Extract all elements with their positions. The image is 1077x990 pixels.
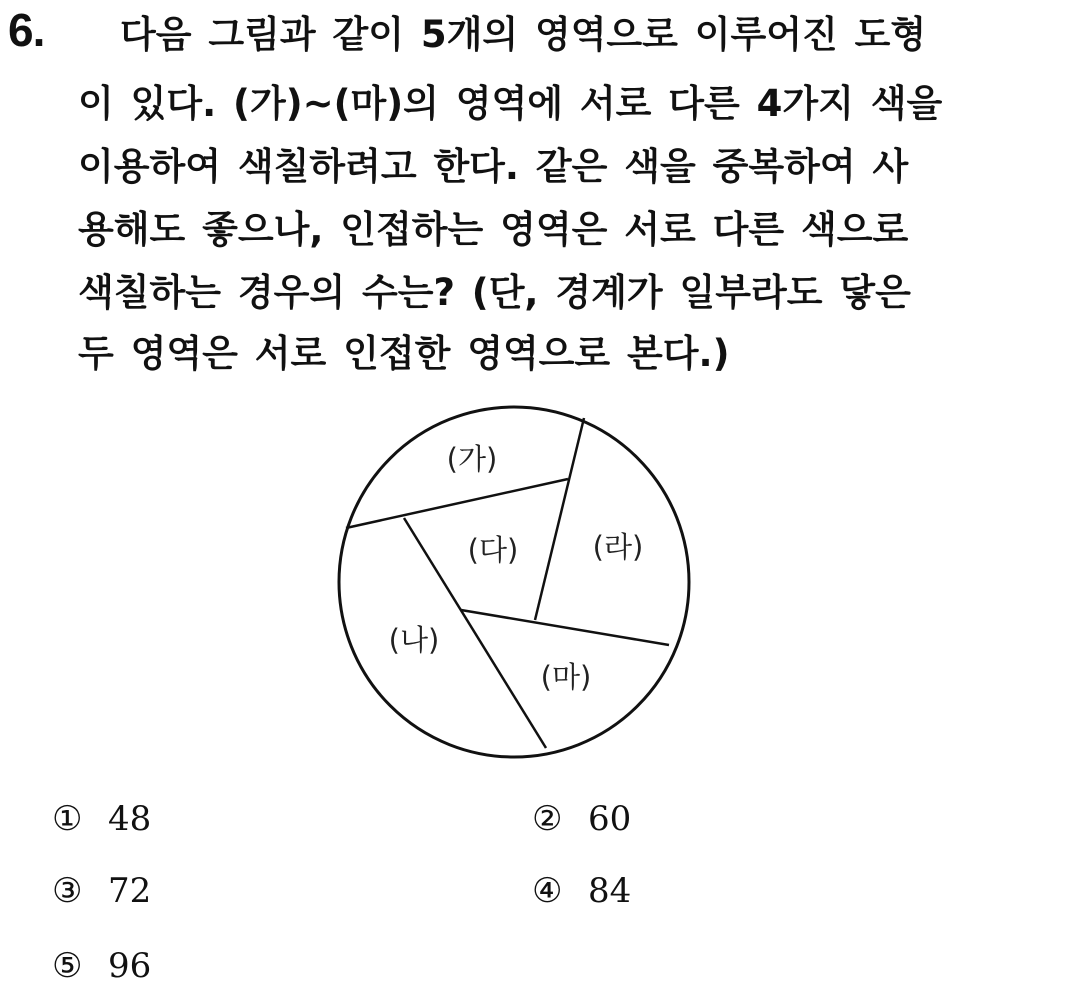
choice-2-mark: ② <box>532 799 563 839</box>
region-label-ga: (가) <box>446 442 498 476</box>
question-line-4: 용해도 좋으나, 인접하는 영역은 서로 다른 색으로 <box>78 208 909 251</box>
choice-1-value: 48 <box>108 799 152 839</box>
choice-5-mark: ⑤ <box>52 946 83 986</box>
region-label-na: (나) <box>388 623 440 657</box>
choice-5[interactable] <box>52 944 151 988</box>
question-line-1: 다음 그림과 같이 5개의 영역으로 이루어진 도형 <box>120 13 927 56</box>
boundary-line-ga <box>346 479 568 528</box>
region-label-da: (다) <box>467 533 519 567</box>
region-label-ma: (마) <box>540 660 592 694</box>
choice-2[interactable] <box>532 797 631 841</box>
question-line-2: 이 있다. (가)~(마)의 영역에 서로 다른 4가지 색을 <box>78 82 943 125</box>
choice-2-value: 60 <box>588 799 632 839</box>
boundary-line-ra <box>535 418 584 620</box>
choice-1[interactable] <box>52 797 151 841</box>
choice-4-mark: ④ <box>532 871 563 911</box>
circle-outline <box>339 407 689 757</box>
region-label-ra: (라) <box>592 530 644 564</box>
question-number: 6. <box>8 4 45 56</box>
choice-3[interactable] <box>52 869 151 913</box>
choice-4[interactable] <box>532 869 631 913</box>
choice-4-value: 84 <box>588 871 632 911</box>
choice-5-value: 96 <box>108 946 152 986</box>
boundary-line-ma <box>461 610 669 645</box>
choice-1-mark: ① <box>52 799 83 839</box>
choice-3-value: 72 <box>108 871 152 911</box>
question-line-5: 색칠하는 경우의 수는? (단, 경계가 일부라도 닿은 <box>78 271 911 314</box>
choice-3-mark: ③ <box>52 871 83 911</box>
question-line-6: 두 영역은 서로 인접한 영역으로 본다.) <box>78 332 730 375</box>
question-line-3: 이용하여 색칠하려고 한다. 같은 색을 중복하여 사 <box>78 145 909 188</box>
